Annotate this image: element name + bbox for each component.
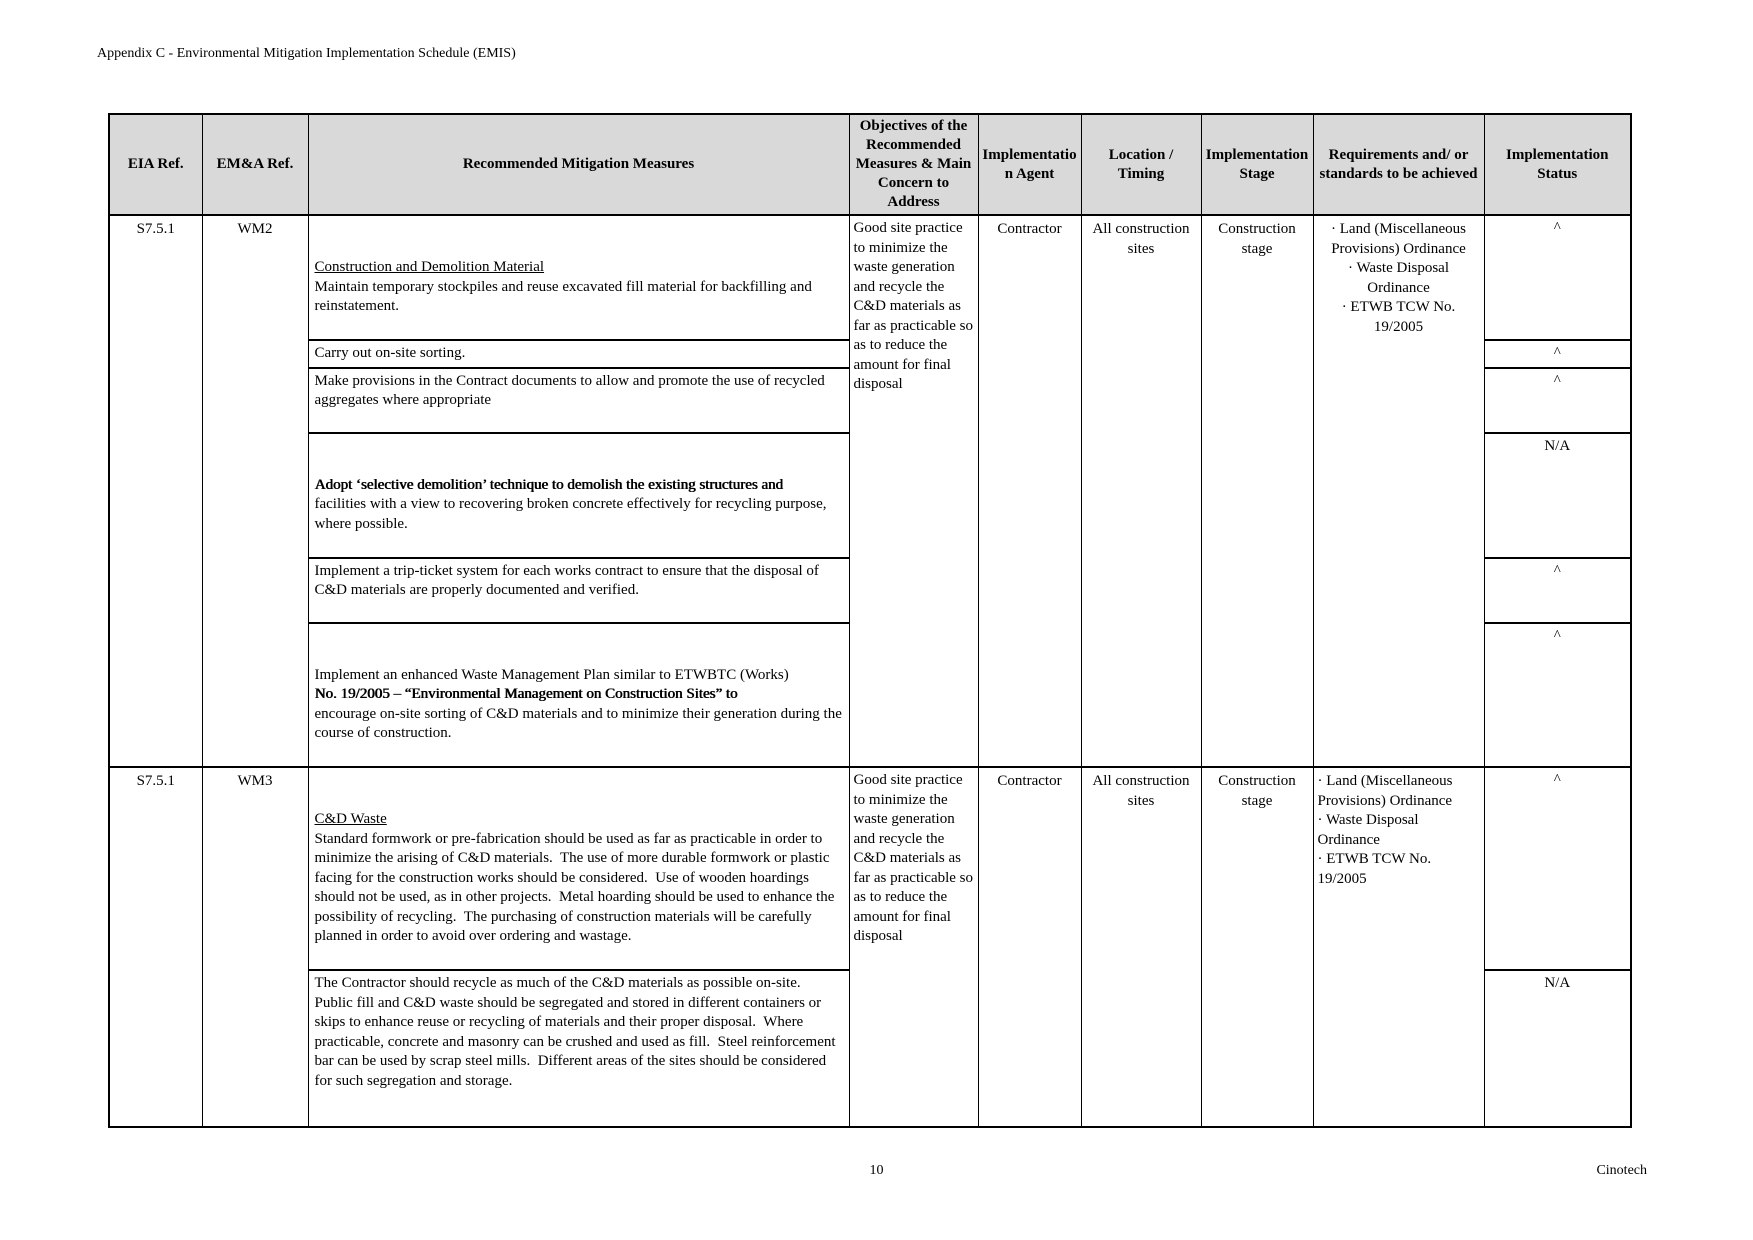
measure-text: Maintain temporary stockpiles and reuse excavated fill material for backfilling and reinstatement. [314,278,816,314]
ema-ref-cell: WM2 [202,215,308,767]
measure-text: Standard formwork or pre-fabrication should be used as far as practicable in order to minimize the arising of C&D materials. The use of more durable formwork or plastic facing for the construction works should be considered. Use of wooden hoardings should not be used, as in other projects. Metal hoarding should be used to enhance the possibility of recycling. The purchasing of construction materials will be carefully planned in order to avoid over ordering and wastage. [314,830,839,944]
measure-cell [308,433,849,558]
measure-cell: Carry out on-site sorting. [308,340,849,368]
measure-cell [308,215,849,340]
status-cell: ^ [1484,558,1631,623]
col-header-requirements: Requirements and/ or standards to be achieved [1313,114,1484,215]
page-number: 10 [869,1163,884,1178]
objectives-cell: Good site practice to minimize the waste generation and recycle the C&D materials as far as practicable so as to reduce the amount for final disposal [849,767,978,1127]
table-row [109,767,1631,970]
status-cell: ^ [1484,623,1631,768]
status-cell: N/A [1484,970,1631,1127]
status-cell: ^ [1484,767,1631,970]
agent-cell: Contractor [978,767,1081,1127]
col-header-status: Implementation Status [1484,114,1631,215]
measure-text: encourage on-site sorting of C&D materials and to minimize their generation during the course of construction. [314,705,846,741]
emis-table [108,113,1632,1128]
col-header-stage: Implementation Stage [1201,114,1313,215]
requirement-item: · Waste Disposal Ordinance [1317,812,1419,848]
measure-cell [308,767,849,970]
status-cell: ^ [1484,368,1631,433]
measure-text: Adopt ‘selective demolition’ technique to demolish the existing structures and [314,476,783,493]
eia-ref-cell: S7.5.1 [109,767,202,1127]
col-header-agent: Implementation Agent [978,114,1081,215]
page-title: Appendix C - Environmental Mitigation Implementation Schedule (EMIS) [97,46,516,61]
requirement-item: · Land (Miscellaneous Provisions) Ordinance [1317,773,1453,809]
stage-cell: Construction stage [1201,215,1313,767]
measure-text: No. 19/2005 – “Environmental Management on Construction Sites” to [314,686,738,702]
requirements-cell [1313,215,1484,767]
measure-cell: Make provisions in the Contract documents to allow and promote the use of recycled aggregates where appropriate [308,368,849,433]
table-row [109,215,1631,340]
measure-cell [308,623,849,768]
location-cell: All construction sites [1081,215,1201,767]
measure-heading: Construction and Demolition Material [314,259,545,275]
requirements-cell [1313,767,1484,1127]
col-header-eia-ref: EIA Ref. [109,114,202,215]
requirement-item: · ETWB TCW No. 19/2005 [1317,851,1432,887]
col-header-location-timing: Location / Timing [1081,114,1201,215]
status-cell: ^ [1484,215,1631,340]
requirement-item: · Land (Miscellaneous Provisions) Ordinance [1331,221,1466,257]
measure-heading: C&D Waste [314,811,387,827]
stage-cell: Construction stage [1201,767,1313,1127]
location-cell: All construction sites [1081,767,1201,1127]
header-row [109,114,1631,215]
measure-text: Implement an enhanced Waste Management Plan similar to ETWBTC (Works) [314,666,789,683]
objectives-cell: Good site practice to minimize the waste generation and recycle the C&D materials as far as practicable so as to reduce the amount for final disposal [849,215,978,767]
requirement-item: · Waste Disposal Ordinance [1347,260,1449,296]
col-header-objectives: Objectives of the Recommended Measures & Main Concern to Address [849,114,978,215]
footer-company: Cinotech [1596,1163,1647,1178]
col-header-measures: Recommended Mitigation Measures [308,114,849,215]
agent-cell: Contractor [978,215,1081,767]
requirement-item: · ETWB TCW No. 19/2005 [1341,299,1456,335]
status-cell: ^ [1484,340,1631,368]
status-cell: N/A [1484,433,1631,558]
measure-cell: The Contractor should recycle as much of the C&D materials as possible on-site. Public fill and C&D waste should be segregated and stored in different containers or skips to enhance reuse or recycling of materials and their proper disposal. Where practicable, concrete and masonry can be crushed and used as fill. Steel reinforcement bar can be used by scrap steel mills. Different areas of the sites should be considered for such segregation and storage. [308,970,849,1127]
eia-ref-cell: S7.5.1 [109,215,202,767]
measure-cell: Implement a trip-ticket system for each works contract to ensure that the disposal of C&D materials are properly documented and verified. [308,558,849,623]
col-header-ema-ref: EM&A Ref. [202,114,308,215]
ema-ref-cell: WM3 [202,767,308,1127]
measure-text: facilities with a view to recovering broken concrete effectively for recycling purpose, where possible. [314,496,831,532]
